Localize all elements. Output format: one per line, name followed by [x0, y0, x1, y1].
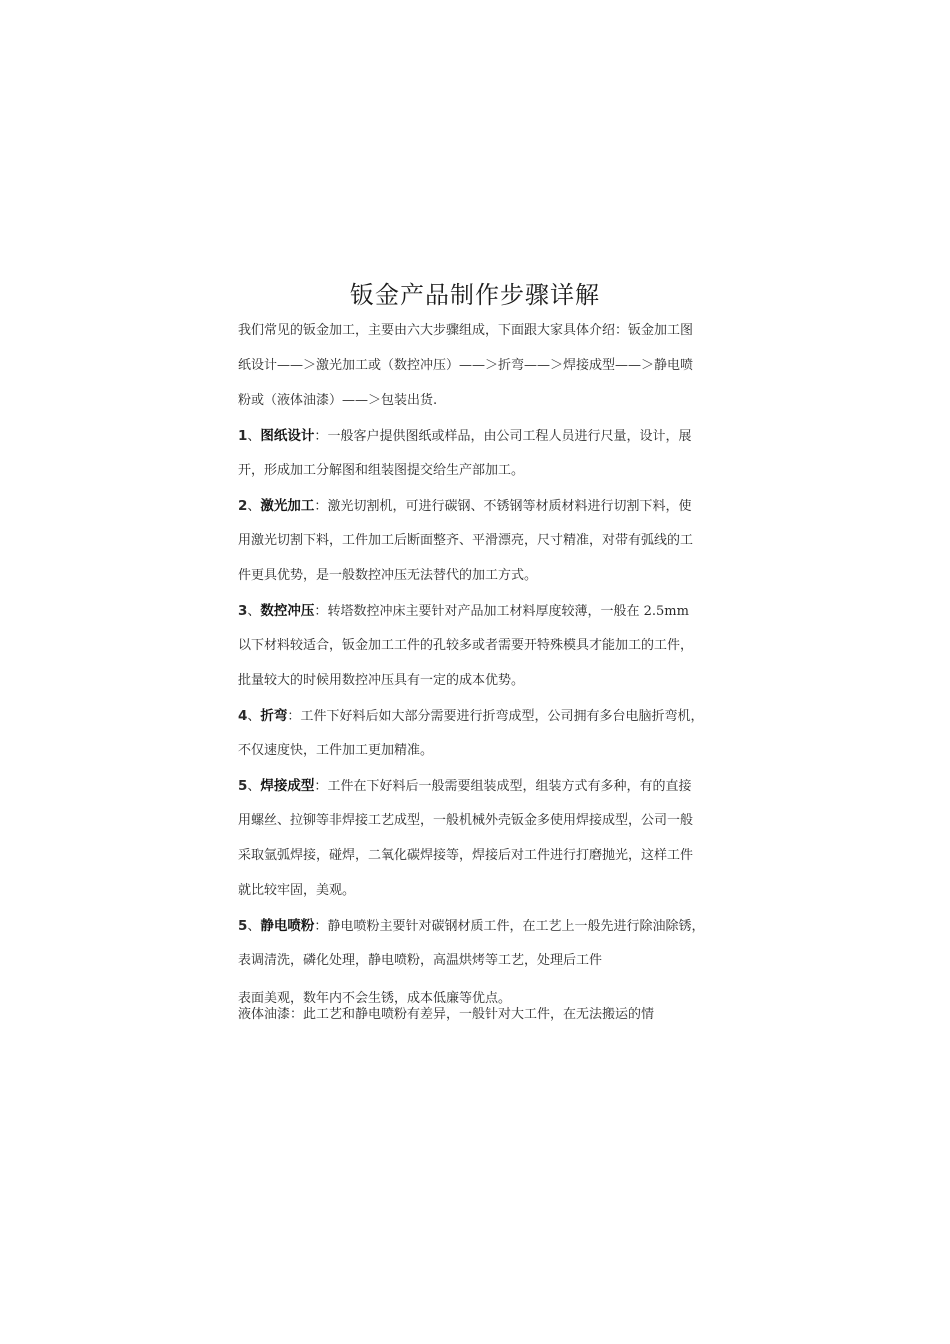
tail-line: 液体油漆：此工艺和静电喷粉有差异，一般针对大工件，在无法搬运的情	[238, 1007, 655, 1022]
number-separator: 、	[247, 709, 261, 724]
heading-separator: ：	[314, 429, 328, 444]
section-text: 一般客户提供图纸或样品，由公司工程人员进行尺量，设计，展	[327, 429, 692, 444]
section-line: 以下材料较适合，钣金加工工件的孔较多或者需要开特殊模具才能加工的工件，	[238, 638, 694, 653]
section-heading: 静电喷粉	[260, 918, 315, 934]
section-text: 静电喷粉主要针对碳钢材质工件，在工艺上一般先进行除油除锈，	[327, 919, 705, 934]
number-separator: 、	[247, 429, 261, 444]
intro-line: 我们常见的钣金加工，主要由六大步骤组成，下面跟大家具体介绍：钣金加工图	[238, 323, 694, 338]
tail-line: 表面美观，数年内不会生锈，成本低廉等优点。	[238, 991, 512, 1006]
page-title: 钣金产品制作步骤详解	[350, 281, 600, 309]
heading-separator: ：	[314, 499, 328, 514]
section-line: 开，形成加工分解图和组装图提交给生产部加工。	[238, 463, 525, 478]
section-heading: 数控冲压	[260, 603, 315, 619]
section-line: 不仅速度快，工件加工更加精准。	[238, 743, 434, 758]
section-first-line	[238, 916, 704, 937]
section-number: 5	[238, 918, 248, 934]
heading-separator: ：	[314, 604, 328, 619]
section-line: 件更具优势，是一般数控冲压无法替代的加工方式。	[238, 568, 538, 583]
section-heading: 焊接成型	[260, 778, 315, 794]
section-heading: 图纸设计	[260, 428, 315, 444]
section-text: 工件下好料后如大部分需要进行折弯成型，公司拥有多台电脑折弯机，	[300, 709, 704, 724]
intro-line: 粉或（液体油漆）——＞包装出货.	[238, 393, 438, 408]
section-number: 4	[238, 708, 248, 724]
section-first-line	[238, 776, 691, 797]
heading-separator: ：	[314, 919, 328, 934]
section-number: 3	[238, 603, 248, 619]
number-separator: 、	[247, 919, 261, 934]
section-first-line	[238, 706, 703, 727]
section-number: 2	[238, 498, 248, 514]
number-separator: 、	[247, 779, 261, 794]
section-text: 工件在下好料后一般需要组装成型，组装方式有多种，有的直接	[327, 779, 692, 794]
heading-separator: ：	[287, 709, 301, 724]
section-first-line	[238, 426, 691, 447]
section-line: 用激光切割下料，工件加工后断面整齐、平滑漂亮，尺寸精准，对带有弧线的工	[238, 533, 694, 548]
section-heading: 折弯	[260, 708, 288, 724]
number-separator: 、	[247, 499, 261, 514]
intro-line: 纸设计——＞激光加工或（数控冲压）——＞折弯——＞焊接成型——＞静电喷	[238, 358, 694, 373]
section-line: 用螺丝、拉铆等非焊接工艺成型，一般机械外壳钣金多使用焊接成型，公司一般	[238, 813, 694, 828]
section-line: 表调清洗，磷化处理，静电喷粉，高温烘烤等工艺，处理后工件	[238, 953, 603, 968]
section-first-line	[238, 601, 689, 622]
section-line: 采取氩弧焊接，碰焊，二氧化碳焊接等，焊接后对工件进行打磨抛光，这样工件	[238, 848, 694, 863]
section-number: 1	[238, 428, 248, 444]
section-number: 5	[238, 778, 248, 794]
section-line: 批量较大的时候用数控冲压具有一定的成本优势。	[238, 673, 525, 688]
section-text: 激光切割机，可进行碳钢、不锈钢等材质材料进行切割下料，使	[327, 499, 692, 514]
section-first-line	[238, 496, 691, 517]
section-heading: 激光加工	[260, 498, 315, 514]
heading-separator: ：	[314, 779, 328, 794]
section-text: 转塔数控冲床主要针对产品加工材料厚度较薄，一般在 2.5mm	[327, 604, 689, 619]
number-separator: 、	[247, 604, 261, 619]
section-line: 就比较牢固，美观。	[238, 883, 356, 898]
